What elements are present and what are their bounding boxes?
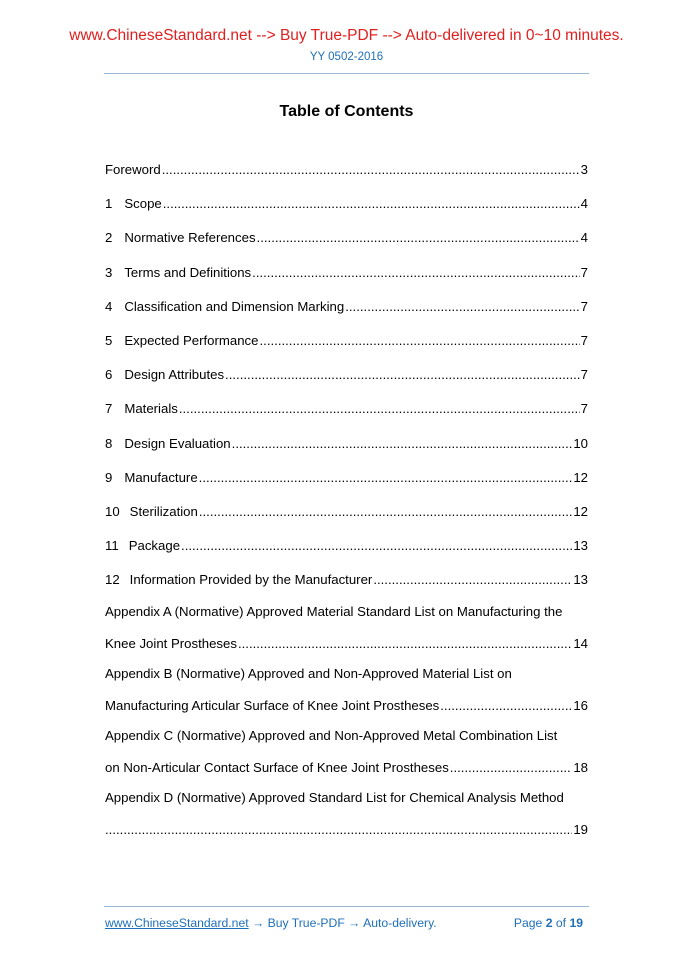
toc-leader-dots: [163, 194, 580, 214]
appendix-continuation: [105, 634, 588, 666]
toc-entry-manufacture[interactable]: [105, 468, 588, 502]
document-number: YY 0502-2016: [309, 51, 384, 63]
toc-leader-dots: [199, 502, 572, 522]
toc-label: Manufacturing Articular Surface of Knee Joint Prostheses: [105, 698, 440, 714]
toc-entry-classification[interactable]: [105, 297, 588, 331]
toc-leader-dots: [225, 365, 580, 385]
toc-label: Expected Performance: [124, 332, 259, 348]
toc-number: 8: [105, 435, 113, 451]
toc-label: Sterilization: [129, 503, 198, 519]
appendix-title-line: Appendix D (Normative) Approved Standard List for Chemical Analysis Method: [105, 790, 564, 806]
toc-leader-dots: [232, 434, 573, 454]
toc-page: 19: [573, 822, 588, 838]
toc-leader-dots: [257, 228, 580, 248]
toc-page: 4: [580, 196, 588, 212]
toc-page: 7: [580, 401, 588, 417]
toc-page: 4: [580, 230, 588, 246]
toc-entry-appendix-c[interactable]: [105, 728, 588, 790]
toc-entry-foreword[interactable]: [105, 160, 588, 194]
toc-number: 1: [105, 196, 113, 212]
toc-leader-dots: [238, 634, 572, 654]
footer-link[interactable]: www.ChineseStandard.net: [105, 916, 249, 930]
appendix-title-line: Appendix A (Normative) Approved Material Standard List on Manufacturing the: [105, 604, 563, 620]
toc-label: Materials: [124, 401, 178, 417]
toc-label: Knee Joint Prostheses: [105, 636, 237, 652]
toc-number: 3: [105, 264, 113, 280]
toc-number: 5: [105, 332, 113, 348]
page-of-label: of: [555, 916, 567, 930]
toc-page: 7: [580, 298, 588, 314]
toc-label: Foreword: [105, 162, 161, 177]
toc-entry-information-provided[interactable]: [105, 570, 588, 604]
toc-page: 12: [573, 503, 588, 519]
toc-entry-scope[interactable]: [105, 194, 588, 228]
toc-entry-package[interactable]: [105, 536, 588, 570]
page-indicator: [514, 916, 583, 930]
toc-label: Scope: [124, 196, 162, 212]
page-label: Page: [513, 916, 543, 930]
footer-text: → Buy True-PDF → Auto-delivery.: [248, 916, 437, 930]
footer-divider: [104, 906, 589, 907]
appendix-title-line: Appendix B (Normative) Approved and Non-Approved Material List on: [105, 666, 512, 682]
toc-leader-dots: [105, 820, 572, 840]
toc-number: 4: [105, 298, 113, 314]
toc-number: 10: [105, 503, 120, 519]
header-divider: [104, 73, 589, 74]
toc-page: 14: [573, 636, 588, 652]
toc-leader-dots: [260, 331, 580, 351]
toc-page: 10: [573, 435, 588, 451]
page-total: 19: [569, 916, 583, 930]
toc-entry-expected-performance[interactable]: [105, 331, 588, 365]
toc-page: 7: [580, 264, 588, 280]
toc-entry-materials[interactable]: [105, 399, 588, 433]
toc-leader-dots: [162, 160, 580, 180]
table-of-contents: [105, 160, 588, 852]
page-current: 2: [545, 916, 553, 930]
toc-page: 13: [573, 538, 588, 554]
toc-entry-sterilization[interactable]: [105, 502, 588, 536]
toc-number: 7: [105, 401, 113, 417]
toc-entry-design-evaluation[interactable]: [105, 434, 588, 468]
toc-label: Information Provided by the Manufacturer: [129, 572, 373, 588]
toc-entry-terms-and-definitions[interactable]: [105, 263, 588, 297]
top-banner[interactable]: www.ChineseStandard.net --> Buy True-PDF --> Auto-delivered in 0~10 minutes.: [69, 27, 624, 44]
toc-label: Normative References: [124, 230, 256, 246]
toc-leader-dots: [373, 570, 572, 590]
toc-entry-appendix-d[interactable]: [105, 790, 588, 852]
toc-leader-dots: [179, 399, 580, 419]
toc-page: 18: [573, 760, 588, 776]
toc-number: 6: [105, 367, 113, 383]
toc-leader-dots: [199, 468, 573, 488]
appendix-continuation: [105, 820, 588, 852]
toc-label: Classification and Dimension Marking: [124, 298, 345, 314]
toc-number: 9: [105, 469, 113, 485]
toc-leader-dots: [440, 696, 572, 716]
page-footer: [105, 916, 588, 930]
toc-entry-design-attributes[interactable]: [105, 365, 588, 399]
toc-number: 11: [105, 538, 119, 554]
toc-page: 16: [573, 698, 588, 714]
toc-label: Manufacture: [124, 469, 198, 485]
toc-label: Design Evaluation: [124, 435, 231, 451]
toc-leader-dots: [181, 536, 572, 556]
toc-entry-appendix-a[interactable]: [105, 604, 588, 666]
toc-page: 13: [573, 572, 588, 588]
toc-entry-normative-references[interactable]: [105, 228, 588, 262]
toc-leader-dots: [252, 263, 580, 283]
appendix-continuation: [105, 758, 588, 790]
toc-leader-dots: [345, 297, 579, 317]
toc-entry-appendix-b[interactable]: [105, 666, 588, 728]
toc-label: Package: [128, 538, 181, 554]
toc-page: 7: [580, 367, 588, 383]
toc-page: 7: [580, 332, 588, 348]
toc-leader-dots: [450, 758, 573, 778]
page-title: Table of Contents: [279, 103, 414, 120]
toc-label: Terms and Definitions: [124, 264, 252, 280]
appendix-title-line: Appendix C (Normative) Approved and Non-Approved Metal Combination List: [105, 728, 558, 744]
toc-page: 12: [573, 469, 588, 485]
toc-label: on Non-Articular Contact Surface of Knee Joint Prostheses: [105, 760, 449, 776]
toc-number: 12: [105, 572, 120, 588]
toc-page: 3: [580, 162, 588, 177]
toc-label: Design Attributes: [124, 367, 225, 383]
toc-number: 2: [105, 230, 113, 246]
appendix-continuation: [105, 696, 588, 728]
